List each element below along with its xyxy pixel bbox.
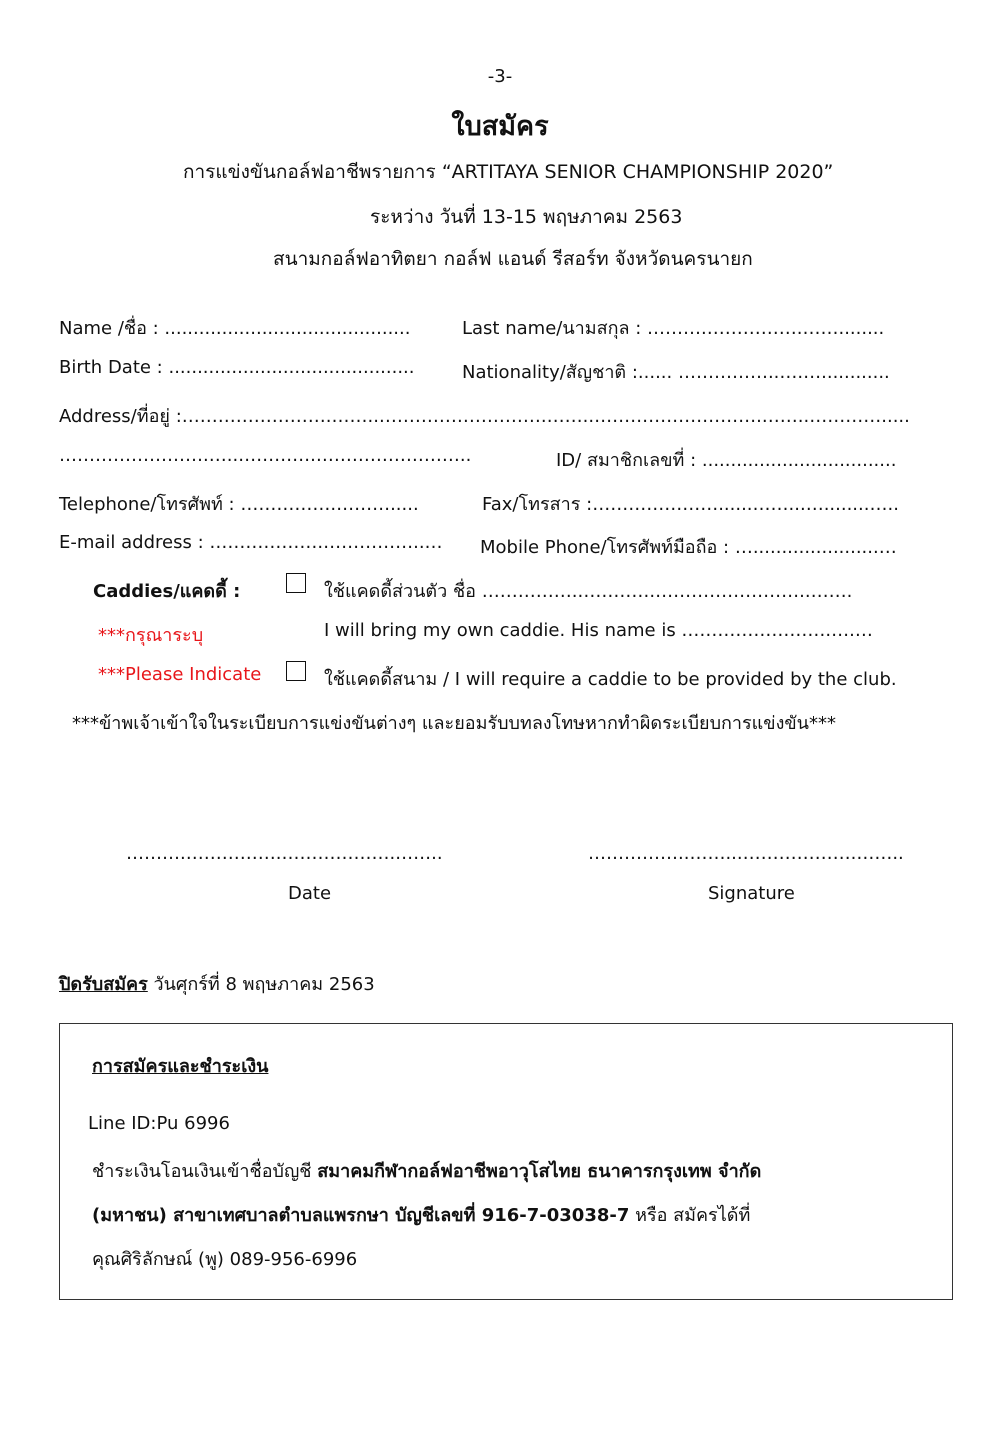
address-field[interactable]: Address/ที่อยู่ :…………………….……..……………………….……..……………………….……..…………..... [59, 406, 910, 427]
account-name: สมาคมกีฬากอล์ฟอาชีพอาวุโสไทย ธนาคารกรุงเทพ จำกัด [317, 1161, 762, 1182]
last-name-field[interactable]: Last name/นามสกุล : ……….…………….……........ [462, 318, 885, 339]
deadline-value: วันศุกร์ที่ 8 พฤษภาคม 2563 [147, 974, 375, 995]
club-caddie-checkbox[interactable] [286, 661, 306, 681]
acknowledgement-text: ***ข้าพเจ้าเข้าใจในระเบียบการแข่งขันต่างๆ และยอมรับบทลงโทษหากทำผิดระเบียบการแข่งขัน*** [72, 713, 836, 734]
please-indicate-en: ***Please Indicate [98, 664, 262, 685]
email-field[interactable]: E-mail address : ……………….……………..… [59, 532, 443, 553]
date-line[interactable]: ……….…………….……………….…….. [126, 843, 443, 864]
register-at: หรือ สมัครได้ที่ [629, 1205, 751, 1226]
deadline [59, 969, 375, 998]
name-field[interactable]: Name /ชื่อ : ........................................... [59, 318, 411, 339]
member-id-field[interactable]: ID/ สมาชิกเลขที่ : .................................. [556, 450, 897, 471]
own-caddie-option-en[interactable]: I will bring my own caddie. His name is …………………….….… [324, 620, 873, 641]
event-prefix: การแข่งขันกอล์ฟอาชีพรายการ [183, 161, 442, 183]
caddies-label: Caddies/แคดดี้ : [93, 581, 241, 602]
address-line2-field[interactable]: …………………….…..………….…………………….. [59, 445, 472, 466]
line-id: Line ID:Pu 6996 [88, 1113, 230, 1134]
contact-person: คุณศิริลักษณ์ (พู) 089-956-6996 [92, 1249, 358, 1270]
account-number-line [92, 1200, 750, 1229]
payment-heading: การสมัครและชำระเงิน [92, 1056, 269, 1077]
transfer-prefix: ชำระเงินโอนเงินเข้าชื่อบัญชี [92, 1161, 318, 1182]
own-caddie-checkbox[interactable] [286, 573, 306, 593]
event-line [183, 157, 833, 187]
transfer-line [92, 1156, 761, 1185]
bank-branch-account: (มหาชน) สาขาเทศบาลตำบลแพรกษา บัญชีเลขที่ 916-7-03038-7 [92, 1205, 630, 1226]
deadline-label: ปิดรับสมัคร [59, 974, 148, 995]
club-caddie-option[interactable]: ใช้แคดดี้สนาม / I will require a caddie to be provided by the club. [324, 669, 897, 690]
event-name: “ARTITAYA SENIOR CHAMPIONSHIP 2020” [441, 161, 834, 183]
mobile-field[interactable]: Mobile Phone/โทรศัพท์มือถือ : …......................… [480, 537, 897, 558]
please-indicate-th: ***กรุณาระบุ [98, 625, 204, 646]
signature-line[interactable]: ……………..……...……………….…….. [588, 843, 904, 864]
own-caddie-option-th[interactable]: ใช้แคดดี้ส่วนตัว ชื่อ …………….………….……………………..……. [324, 581, 853, 602]
birth-date-field[interactable]: Birth Date : ........................................... [59, 357, 415, 378]
page-title: ใบสมัคร [451, 111, 549, 142]
signature-label: Signature [708, 883, 795, 904]
event-venue: สนามกอล์ฟอาทิตยา กอล์ฟ แอนด์ รีสอร์ท จังหวัดนครนายก [273, 248, 753, 270]
date-label: Date [288, 883, 332, 904]
nationality-field[interactable]: Nationality/สัญชาติ :...... ……………..….…............ [462, 362, 890, 383]
event-dates: ระหว่าง วันที่ 13-15 พฤษภาคม 2563 [370, 206, 683, 228]
page-number: -3- [487, 66, 513, 87]
fax-field[interactable]: Fax/โทรสาร :…………………......……...…........….. [482, 494, 899, 515]
telephone-field[interactable]: Telephone/โทรศัพท์ : …………….………..... [59, 494, 419, 515]
